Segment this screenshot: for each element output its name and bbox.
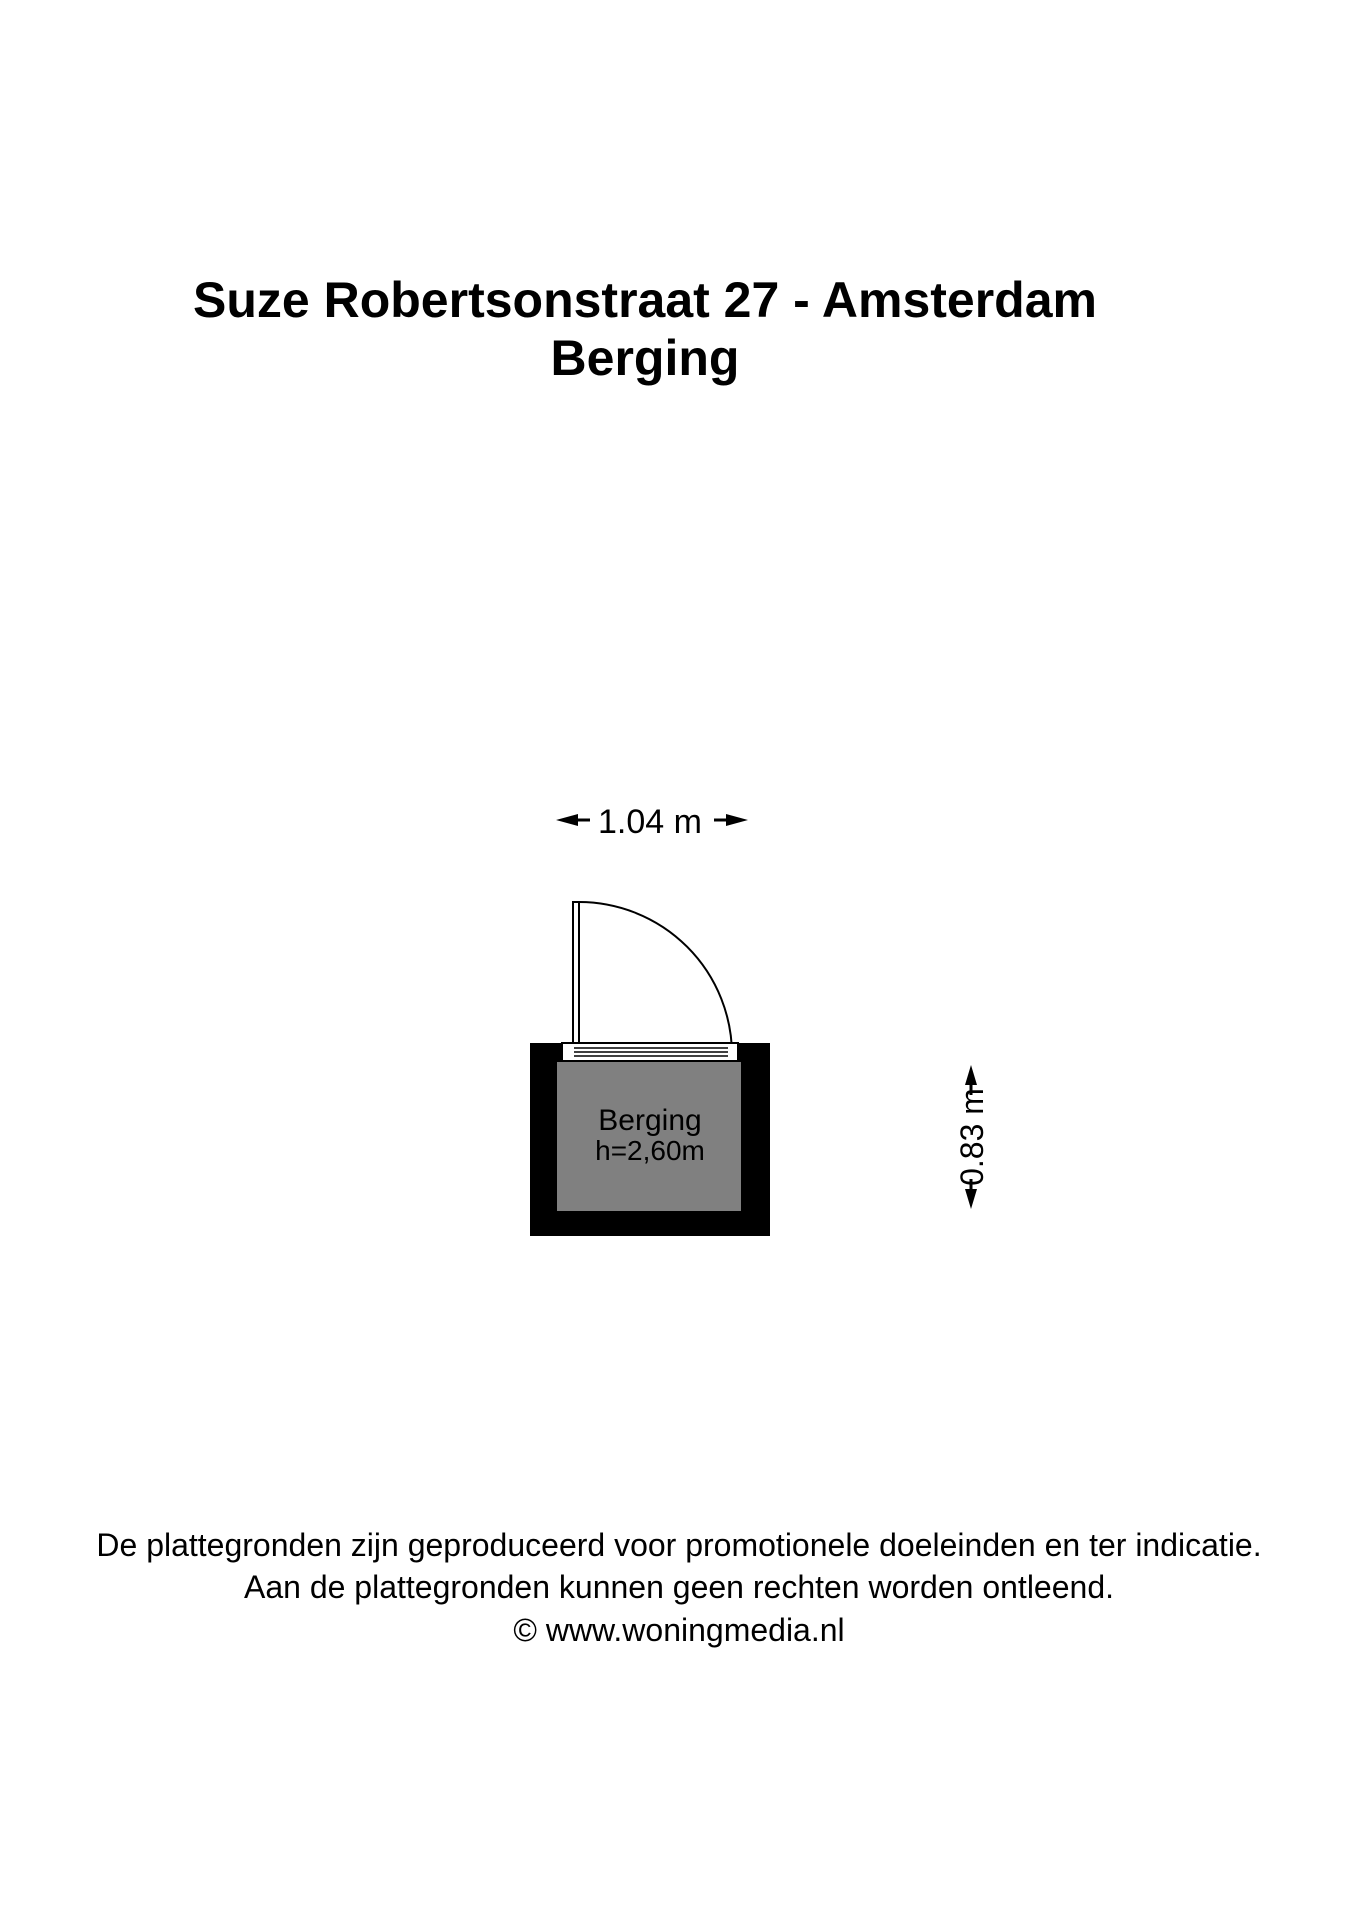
door-leaf	[573, 902, 579, 1055]
width-dimension-label: 1.04 m	[598, 803, 702, 841]
room-label: Berging	[598, 1104, 702, 1137]
arrow-up-icon	[965, 1065, 977, 1085]
room-height-label: h=2,60m	[595, 1135, 705, 1166]
floor-title: Berging	[550, 330, 740, 386]
door-swing-arc	[579, 902, 732, 1055]
room-berging	[530, 1043, 770, 1236]
depth-dimension	[954, 1065, 990, 1209]
arrow-down-icon	[965, 1189, 977, 1209]
depth-dimension-label: 0.83 m	[954, 1088, 990, 1186]
arrow-right-icon	[726, 814, 748, 826]
width-dimension	[556, 803, 748, 841]
page-title: Suze Robertsonstraat 27 - Amsterdam	[193, 272, 1097, 328]
door	[573, 902, 732, 1055]
disclaimer-line-2: Aan de plattegronden kunnen geen rechten worden ontleend.	[243, 1569, 1114, 1605]
disclaimer-line-1: De plattegronden zijn geproduceerd voor promotionele doeleinden en ter indicatie.	[96, 1527, 1262, 1563]
copyright-line: © www.woningmedia.nl	[513, 1612, 845, 1648]
arrow-left-icon	[556, 814, 578, 826]
